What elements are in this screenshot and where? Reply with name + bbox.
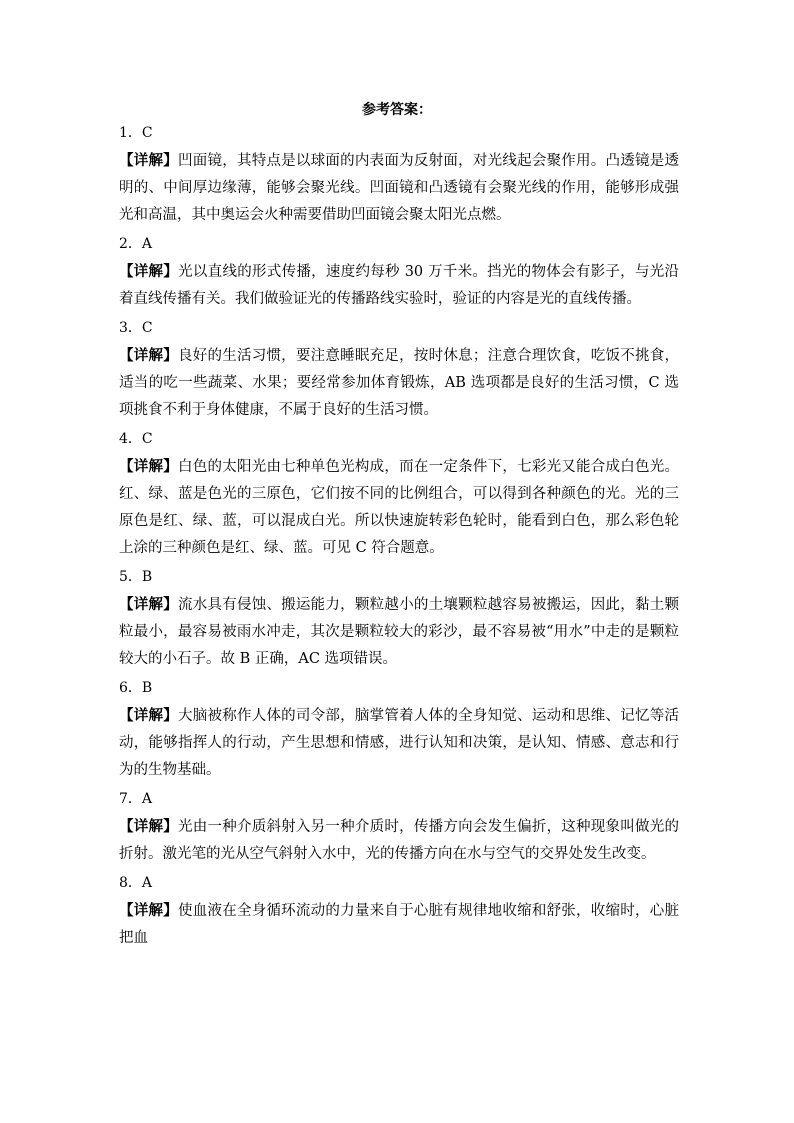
answer-explanation (119, 702, 679, 784)
answer-explanation (119, 342, 679, 424)
answer-list (119, 118, 679, 952)
answer-item (119, 313, 679, 424)
explanation-text: 良好的生活习惯，要注意睡眠充足，按时休息；注意合理饮食，吃饭不挑食，适当的吃一些蔬菜、水果；要经常参加体育锻炼，AB 选项都是良好的生活习惯，C 选项挑食不利于身体健康，不属于良好的生活习惯。 (119, 348, 680, 418)
explanation-text: 光以直线的形式传播，速度约每秒 30 万千米。挡光的物体会有影子，与光沿着直线传播有关。我们做验证光的传播路线实验时，验证的内容是光的直线传播。 (119, 264, 680, 307)
explanation-tag: 【详解】 (119, 263, 179, 280)
answer-number: 6．B (119, 680, 153, 696)
answer-item (119, 118, 679, 229)
answer-item (119, 784, 679, 868)
answer-number: 5．B (119, 569, 153, 585)
answer-item (119, 424, 679, 562)
answer-item (119, 229, 679, 313)
answer-explanation (119, 147, 679, 229)
explanation-text: 凹面镜，其特点是以球面的内表面为反射面，对光线起会聚作用。凸透镜是透明的、中间厚边缘薄，能够会聚光线。凹面镜和凸透镜有会聚光线的作用，能够形成强光和高温，其中奥运会火种需要借助凹面镜会聚太阳光点燃。 (119, 153, 680, 223)
page-title: 参考答案： (362, 102, 432, 118)
explanation-tag: 【详解】 (119, 347, 178, 364)
explanation-tag: 【详解】 (119, 458, 178, 475)
answer-explanation (119, 453, 679, 562)
explanation-text: 白色的太阳光由七种单色光构成，而在一定条件下，七彩光又能合成白色光。红、绿、蓝是色光的三原色，它们按不同的比例组合，可以得到各种颜色的光。光的三原色是红、绿、蓝，可以混成白光。所以快速旋转彩色轮时，能看到白色，那么彩色轮上涂的三种颜色是红、绿、蓝。可见 C 符合题意。 (119, 459, 680, 556)
answer-item (119, 868, 679, 952)
explanation-text: 流水具有侵蚀、搬运能力，颗粒越小的土壤颗粒越容易被搬运，因此，黏土颗粒最小，最容易被雨水冲走，其次是颗粒较大的彩沙，最不容易被“用水”中走的是颗粒较大的小石子。故 B 正确，AC 选项错误。 (119, 597, 680, 667)
answer-number: 3．C (119, 320, 153, 336)
answer-item (119, 562, 679, 673)
explanation-tag: 【详解】 (119, 596, 178, 613)
answer-number: 4．C (119, 431, 153, 447)
explanation-text: 使血液在全身循环流动的力量来自于心脏有规律地收缩和舒张，收缩时，心脏把血 (119, 903, 680, 946)
answer-item (119, 673, 679, 784)
answer-number: 7．A (119, 791, 153, 807)
explanation-text: 光由一种介质斜射入另一种介质时，传播方向会发生偏折，这种现象叫做光的折射。激光笔的光从空气斜射入水中，光的传播方向在水与空气的交界处发生改变。 (119, 819, 680, 862)
answer-number: 8．A (119, 875, 153, 891)
answer-number: 1．C (119, 125, 153, 141)
explanation-tag: 【详解】 (119, 707, 178, 724)
answer-explanation (119, 591, 679, 673)
answer-explanation (119, 258, 679, 313)
explanation-tag: 【详解】 (119, 818, 178, 835)
explanation-text: 大脑被称作人体的司令部，脑掌管着人体的全身知觉、运动和思维、记忆等活动，能够指挥人的行动，产生思想和情感，进行认知和决策，是认知、情感、意志和行为的生物基础。 (119, 708, 680, 778)
answer-explanation (119, 813, 679, 868)
explanation-tag: 【详解】 (119, 152, 178, 169)
explanation-tag: 【详解】 (119, 902, 178, 919)
answer-explanation (119, 897, 679, 952)
answer-number: 2．A (119, 236, 153, 252)
